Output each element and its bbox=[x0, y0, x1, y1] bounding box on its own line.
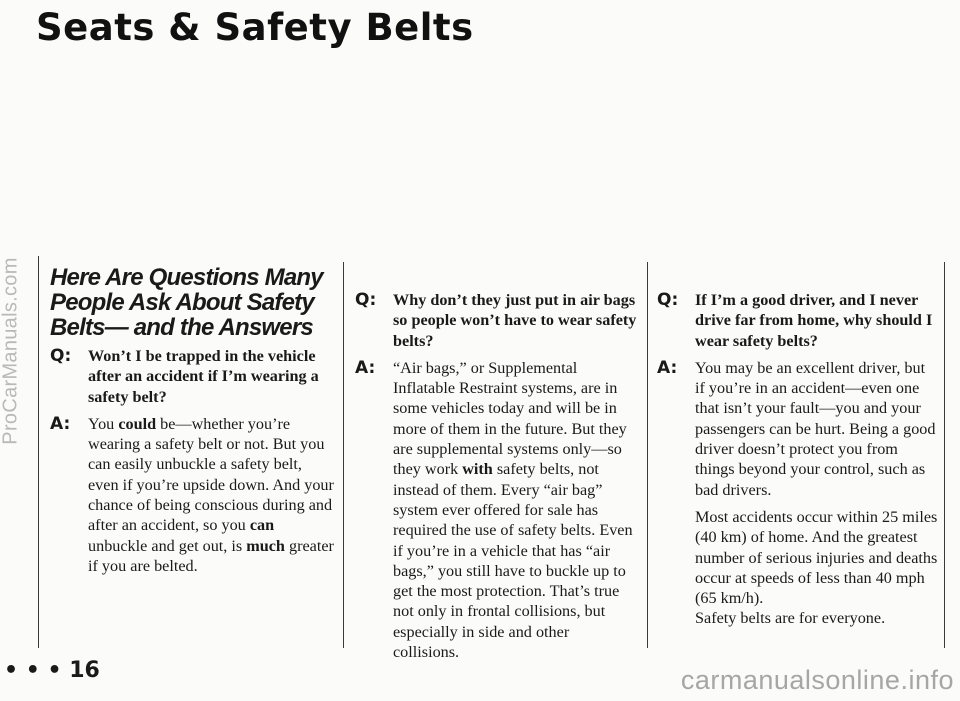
bottom-watermark: carmanualsonline.info bbox=[680, 665, 954, 695]
answer-2-text: “Air bags,” or Supplemental Inflatable Restraint systems, are in some vehicles today and will be in more of them in the future. But they are supplemental systems only—so they work bbox=[393, 358, 627, 479]
answer-1-text: unbuckle and get out, is bbox=[88, 536, 247, 555]
question-3 bbox=[657, 290, 939, 351]
question-label: Q: bbox=[50, 346, 72, 366]
side-watermark-text: ProCarManuals.com bbox=[0, 256, 22, 445]
answer-1 bbox=[50, 414, 335, 576]
answer-3-text: You may be an excellent driver, but if you’re in an accident—even one that isn’t your fault—you and your passengers can be hurt. Being a good driver doesn’t protect you from things beyond your control, such as bad drivers. bbox=[695, 358, 936, 499]
question-2 bbox=[355, 290, 637, 351]
answer-3-paragraph-2: Most accidents occur within 25 miles (40 km) of home. And the greatest number of serious injuries and deaths occur at speeds of less than 40 mph (65 km/h). bbox=[695, 507, 938, 608]
answer-3-paragraph-3: Safety belts are for everyone. bbox=[695, 609, 886, 628]
page-number-value: 16 bbox=[69, 658, 100, 683]
answer-3 bbox=[657, 358, 939, 500]
answer-1-emphasis-much: much bbox=[246, 536, 285, 555]
question-label: Q: bbox=[355, 290, 377, 310]
answer-1-text: You bbox=[88, 414, 119, 433]
question-2-text: Why don’t they just put in air bags so people won’t have to wear safety belts? bbox=[393, 291, 637, 350]
column-2 bbox=[355, 290, 637, 669]
column-divider-right bbox=[944, 262, 945, 648]
answer-label: A: bbox=[355, 357, 376, 378]
answer-1-emphasis-can: can bbox=[249, 516, 275, 535]
answer-label: A: bbox=[657, 357, 678, 378]
answer-1-text: be—whether you’re wearing a safety belt or not. But you can easily unbuckle a safety belt, even if you’re upside down. And your chance of being conscious during and after an accident, so you bbox=[88, 414, 334, 535]
question-1 bbox=[50, 346, 335, 407]
column-1 bbox=[50, 265, 335, 583]
column-divider-1 bbox=[343, 262, 344, 648]
section-heading: Here Are Questions Many People Ask About Safety Belts— and the Answers bbox=[50, 264, 323, 341]
column-divider-left bbox=[38, 256, 39, 648]
answer-2-text: safety belts, not instead of them. Every “air bag” system ever offered for sale has required the use of safety belts. Even if you’re in a vehicle that has “air bags,” you still have to buckle up to get the most protection. That’s true not only in frontal collisions, but especially in side and other collisions. bbox=[393, 460, 633, 662]
question-3-text: If I’m a good driver, and I never drive far from home, why should I wear safety belts? bbox=[695, 291, 933, 350]
question-label: Q: bbox=[657, 290, 679, 310]
column-3 bbox=[657, 290, 939, 629]
answer-2 bbox=[355, 358, 637, 662]
column-divider-2 bbox=[647, 262, 648, 648]
answer-2-emphasis-with: with bbox=[462, 460, 493, 479]
answer-label: A: bbox=[50, 413, 71, 434]
page-number bbox=[4, 658, 100, 683]
page-number-dots: • • • bbox=[4, 658, 62, 683]
answer-1-emphasis-could: could bbox=[118, 414, 157, 433]
side-watermark bbox=[0, 0, 24, 701]
question-1-text: Won’t I be trapped in the vehicle after an accident if I’m wearing a safety belt? bbox=[88, 347, 319, 406]
page-title: Seats & Safety Belts bbox=[36, 6, 474, 49]
answer-1-text: greater if you are belted. bbox=[88, 536, 334, 575]
